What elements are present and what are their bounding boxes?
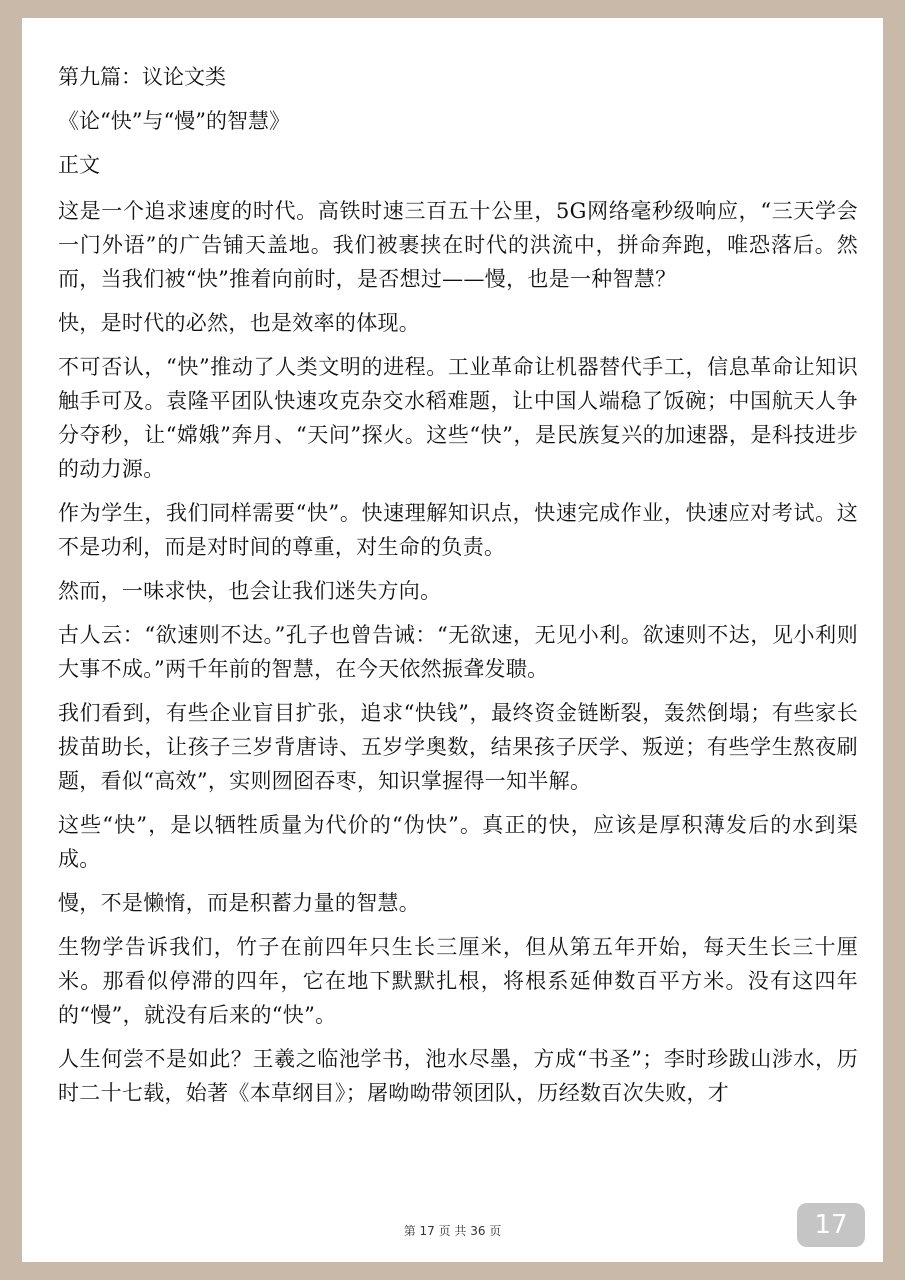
essay-title: 《论“快”与“慢”的智慧》	[58, 109, 290, 133]
paragraph-5: 然而，一味求快，也会让我们迷失方向。	[58, 579, 442, 603]
paragraph-7: 我们看到，有些企业盲目扩张，追求“快钱”，最终资金链断裂，轰然倒塌；有些家长拔苗助长，让孩子三岁背唐诗、五岁学奥数，结果孩子厌学、叛逆；有些学生熬夜刷题，看似“高效”，实则囫囵吞枣，知识掌握得一知半解。	[58, 701, 858, 793]
section-title: 第九篇：议论文类	[58, 65, 226, 89]
paragraph-9: 慢，不是懒惰，而是积蓄力量的智慧。	[58, 891, 421, 915]
page-footer: 第 17 页 共 36 页	[403, 1224, 502, 1238]
paragraph-8: 这些“快”，是以牺牲质量为代价的“伪快”。真正的快，应该是厚积薄发后的水到渠成。	[58, 813, 858, 871]
paragraph-1: 这是一个追求速度的时代。高铁时速三百五十公里，5G网络毫秒级响应，“三天学会一门外语”的广告铺天盖地。我们被裹挟在时代的洪流中，拼命奔跑，唯恐落后。然而，当我们被“快”推着向前时，是否想过——慢，也是一种智慧？	[58, 199, 858, 291]
essay-content	[58, 54, 858, 1120]
paragraph-4: 作为学生，我们同样需要“快”。快速理解知识点，快速完成作业，快速应对考试。这不是功利，而是对时间的尊重，对生命的负责。	[58, 501, 858, 559]
body-label: 正文	[58, 153, 100, 177]
paragraph-6: 古人云：“欲速则不达。”孔子也曾告诫：“无欲速，无见小利。欲速则不达，见小利则大事不成。”两千年前的智慧，在今天依然振聋发聩。	[58, 623, 858, 681]
paragraph-10: 生物学告诉我们，竹子在前四年只生长三厘米，但从第五年开始，每天生长三十厘米。那看似停滞的四年，它在地下默默扎根，将根系延伸数百平方米。没有这四年的“慢”，就没有后来的“快”。	[58, 935, 858, 1027]
document-page	[22, 18, 883, 1262]
paragraph-11: 人生何尝不是如此？王羲之临池学书，池水尽墨，方成“书圣”；李时珍跋山涉水，历时二十七载，始著《本草纲目》；屠呦呦带领团队，历经数百次失败，才	[58, 1047, 858, 1105]
paragraph-2: 快，是时代的必然，也是效率的体现。	[58, 311, 421, 335]
page-number-badge: 17	[797, 1203, 865, 1247]
paragraph-3: 不可否认，“快”推动了人类文明的进程。工业革命让机器替代手工，信息革命让知识触手可及。袁隆平团队快速攻克杂交水稻难题，让中国人端稳了饭碗；中国航天人争分夺秒，让“嫦娥”奔月、“天问”探火。这些“快”，是民族复兴的加速器，是科技进步的动力源。	[58, 355, 858, 481]
